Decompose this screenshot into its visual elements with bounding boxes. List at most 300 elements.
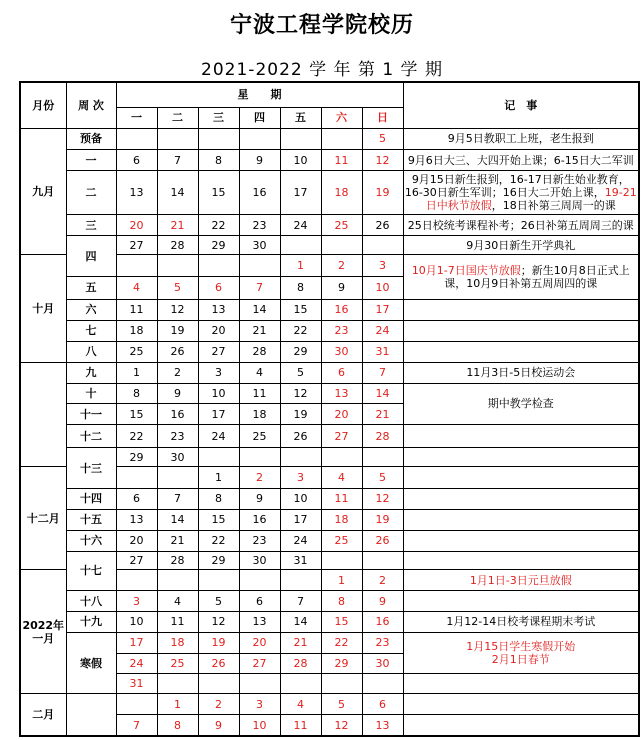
date-cell: 13 [321,383,362,404]
date-cell: 14 [362,383,403,404]
week-number: 五 [66,276,116,299]
date-cell [239,448,280,467]
date-cell: 24 [116,653,157,673]
month-label: 二月 [20,694,66,736]
note-cell [403,612,639,633]
week-number: 十八 [66,591,116,612]
week-number: 四 [66,236,116,277]
date-cell: 10 [280,489,321,510]
date-cell: 10 [362,276,403,299]
date-cell: 18 [321,171,362,215]
date-cell: 29 [280,341,321,362]
date-cell: 10 [116,612,157,633]
date-cell: 8 [280,276,321,299]
weekday-header: 日 [362,107,403,128]
note-text: 1月15日学生寒假开始 [466,639,576,653]
date-cell: 14 [239,300,280,321]
calendar-row [20,149,639,171]
date-cell [157,254,198,276]
date-cell: 5 [198,591,239,612]
school-calendar-table [19,81,640,737]
notes-column-header: 记 事 [403,82,639,128]
date-cell: 16 [362,612,403,633]
calendar-row [20,383,639,404]
date-cell: 30 [321,341,362,362]
note-cell [403,467,639,489]
date-cell: 31 [280,551,321,570]
date-cell [239,254,280,276]
note-cell [403,551,639,570]
note-cell [403,632,639,673]
date-cell [116,694,157,715]
week-number: 十五 [66,509,116,530]
semester-subtitle: 2021-2022 学 年 第 1 学 期 [201,60,443,80]
date-cell: 17 [362,300,403,321]
date-cell [362,236,403,255]
week-column-header: 周 次 [66,82,116,128]
date-cell: 4 [239,362,280,383]
calendar-row [20,300,639,321]
date-cell: 13 [198,300,239,321]
note-text: 25日校统考课程补考；26日补第五周周三的课 [407,218,634,232]
date-cell: 17 [280,509,321,530]
date-cell: 22 [198,215,239,236]
date-cell: 28 [362,425,403,448]
date-cell: 15 [198,171,239,215]
date-cell: 19 [280,404,321,425]
date-cell: 17 [198,404,239,425]
date-cell: 10 [198,383,239,404]
date-cell: 25 [321,530,362,551]
date-cell: 2 [239,467,280,489]
date-cell: 26 [198,653,239,673]
month-label-year: 2022年 [22,618,65,632]
date-cell [362,551,403,570]
date-cell: 14 [157,171,198,215]
month-column-header: 月份 [20,82,66,128]
date-cell: 4 [116,276,157,299]
date-cell: 14 [280,612,321,633]
week-number: 八 [66,341,116,362]
note-cell [403,236,639,255]
month-label: 九月 [20,128,66,254]
date-cell: 15 [116,404,157,425]
date-cell: 27 [239,653,280,673]
date-cell [280,673,321,694]
date-cell [157,673,198,694]
date-cell: 7 [239,276,280,299]
date-cell: 17 [280,171,321,215]
calendar-row [20,530,639,551]
date-cell: 15 [198,509,239,530]
week-number: 六 [66,300,116,321]
date-cell: 8 [198,149,239,171]
note-text: 1月12-14日校考课程期末考试 [446,615,596,629]
note-text: ；新生10月8日正式上课，10月9日补第五周周四的课 [444,264,630,290]
date-cell: 2 [362,570,403,591]
date-cell: 8 [116,383,157,404]
date-cell: 24 [198,425,239,448]
week-number: 十六 [66,530,116,551]
date-cell [239,128,280,149]
note-cell [403,254,639,299]
calendar-row [20,448,639,467]
date-cell: 29 [321,653,362,673]
date-cell: 18 [116,320,157,341]
month-label: 十月 [20,254,66,362]
note-text: ，18日补第三周周一的课 [491,199,616,213]
date-cell: 19 [198,632,239,653]
date-cell: 23 [239,530,280,551]
month-label [20,362,66,466]
date-cell: 18 [321,509,362,530]
date-cell: 16 [321,300,362,321]
calendar-row [20,694,639,715]
date-cell: 6 [362,694,403,715]
date-cell: 3 [362,254,403,276]
date-cell: 21 [157,530,198,551]
date-cell: 22 [116,425,157,448]
week-number: 七 [66,320,116,341]
date-cell: 30 [239,551,280,570]
note-text: 1月1日-3日元旦放假 [469,573,572,587]
date-cell [157,128,198,149]
weekday-header: 二 [157,107,198,128]
note-cell [403,489,639,510]
date-cell: 9 [321,276,362,299]
date-cell: 11 [239,383,280,404]
date-cell [280,236,321,255]
weekday-header: 五 [280,107,321,128]
date-cell: 15 [280,300,321,321]
note-text: 19-21日中秋节放假 [425,186,637,213]
date-cell [198,570,239,591]
date-cell [362,448,403,467]
note-text: 9月5日教职工上班，老生报到 [447,132,594,146]
month-label [20,570,66,694]
date-cell [321,448,362,467]
date-cell: 18 [157,632,198,653]
date-cell: 22 [280,320,321,341]
date-cell: 18 [239,404,280,425]
date-cell: 20 [321,404,362,425]
date-cell: 4 [280,694,321,715]
date-cell: 8 [321,591,362,612]
note-cell [403,448,639,467]
date-cell: 23 [362,632,403,653]
date-cell: 7 [116,715,157,736]
note-cell [403,530,639,551]
calendar-row [20,362,639,383]
calendar-row [20,551,639,570]
date-cell [116,570,157,591]
date-cell: 29 [198,551,239,570]
date-cell: 27 [198,341,239,362]
note-cell [403,362,639,383]
week-number: 九 [66,362,116,383]
date-cell: 11 [157,612,198,633]
date-cell [321,673,362,694]
week-number: 一 [66,149,116,171]
date-cell: 19 [362,509,403,530]
date-cell [239,673,280,694]
date-cell [198,254,239,276]
date-cell: 23 [239,215,280,236]
date-cell: 25 [116,341,157,362]
note-cell [403,341,639,362]
date-cell: 7 [280,591,321,612]
note-cell [403,128,639,149]
date-cell: 9 [198,715,239,736]
date-cell: 5 [280,362,321,383]
date-cell: 10 [239,715,280,736]
date-cell: 5 [362,128,403,149]
date-cell: 3 [239,694,280,715]
calendar-row [20,128,639,149]
week-number: 寒假 [66,632,116,694]
date-cell: 25 [157,653,198,673]
weekday-group-header: 星 期 [116,82,403,107]
date-cell: 24 [280,215,321,236]
date-cell [157,467,198,489]
calendar-row [20,612,639,633]
calendar-row [20,236,639,255]
date-cell: 12 [280,383,321,404]
date-cell: 28 [157,551,198,570]
note-cell [403,509,639,530]
date-cell: 9 [362,591,403,612]
date-cell: 29 [116,448,157,467]
week-number: 十二 [66,425,116,448]
date-cell: 11 [321,489,362,510]
week-number [66,694,116,736]
calendar-row [20,425,639,448]
week-number: 十九 [66,612,116,633]
weekday-header: 六 [321,107,362,128]
date-cell: 26 [362,215,403,236]
date-cell [321,551,362,570]
date-cell: 9 [239,149,280,171]
date-cell: 1 [157,694,198,715]
weekday-header: 四 [239,107,280,128]
date-cell: 16 [239,509,280,530]
date-cell [321,236,362,255]
calendar-row [20,632,639,653]
date-cell: 7 [157,489,198,510]
date-cell: 25 [321,215,362,236]
week-number: 预备 [66,128,116,149]
date-cell: 12 [362,149,403,171]
date-cell: 30 [362,653,403,673]
note-cell [403,215,639,236]
date-cell: 22 [198,530,239,551]
calendar-row [20,171,639,215]
date-cell: 4 [157,591,198,612]
date-cell: 8 [157,715,198,736]
date-cell: 9 [239,489,280,510]
date-cell: 21 [239,320,280,341]
date-cell: 7 [157,149,198,171]
date-cell: 20 [116,215,157,236]
date-cell: 7 [362,362,403,383]
date-cell [362,673,403,694]
date-cell: 19 [362,171,403,215]
note-cell [403,171,639,215]
note-cell [403,570,639,591]
date-cell: 2 [198,694,239,715]
date-cell: 1 [198,467,239,489]
note-cell [403,383,639,425]
date-cell: 20 [116,530,157,551]
date-cell [280,448,321,467]
note-text: 10月1-7日国庆节放假 [411,264,521,277]
note-cell [403,673,639,694]
date-cell: 12 [362,489,403,510]
calendar-row [20,341,639,362]
date-cell: 12 [198,612,239,633]
date-cell: 24 [280,530,321,551]
date-cell: 21 [280,632,321,653]
calendar-row [20,489,639,510]
date-cell: 6 [239,591,280,612]
date-cell: 11 [116,300,157,321]
note-text: 9月15日新生报到，16-17日新生始业教育，16-30日新生军训；16日大二开始上课， [404,173,630,200]
date-cell: 14 [157,509,198,530]
date-cell: 19 [157,320,198,341]
date-cell: 3 [198,362,239,383]
date-cell: 4 [321,467,362,489]
date-cell: 5 [321,694,362,715]
date-cell: 20 [239,632,280,653]
note-cell [403,591,639,612]
note-text: 11月3日-5日校运动会 [466,366,576,380]
date-cell: 31 [116,673,157,694]
date-cell: 12 [321,715,362,736]
note-cell [403,300,639,321]
date-cell: 6 [116,149,157,171]
date-cell: 30 [157,448,198,467]
date-cell: 27 [321,425,362,448]
date-cell: 28 [239,341,280,362]
date-cell: 11 [280,715,321,736]
calendar-row [20,320,639,341]
date-cell: 10 [280,149,321,171]
week-number: 二 [66,171,116,215]
note-text: 期中教学检查 [487,397,554,411]
date-cell: 2 [157,362,198,383]
date-cell [198,448,239,467]
date-cell [198,128,239,149]
weekday-header: 一 [116,107,157,128]
month-label: 十二月 [20,467,66,570]
date-cell: 26 [362,530,403,551]
note-cell [403,694,639,715]
calendar-row [20,509,639,530]
date-cell: 5 [362,467,403,489]
note-text: 9月6日大三、大四开始上课；6-15日大二军训 [407,153,634,167]
date-cell: 27 [116,551,157,570]
calendar-row [20,591,639,612]
date-cell: 11 [321,149,362,171]
date-cell: 24 [362,320,403,341]
date-cell: 1 [280,254,321,276]
week-number: 三 [66,215,116,236]
date-cell: 16 [239,171,280,215]
date-cell: 23 [321,320,362,341]
date-cell: 30 [239,236,280,255]
page-title: 宁波工程学院校历 [229,13,414,38]
date-cell: 28 [280,653,321,673]
date-cell: 21 [157,215,198,236]
date-cell: 8 [198,489,239,510]
date-cell: 26 [280,425,321,448]
date-cell: 2 [321,254,362,276]
date-cell: 25 [239,425,280,448]
date-cell: 3 [280,467,321,489]
date-cell [116,128,157,149]
date-cell [116,467,157,489]
date-cell: 22 [321,632,362,653]
weekday-header: 三 [198,107,239,128]
date-cell: 31 [362,341,403,362]
date-cell [239,570,280,591]
date-cell: 6 [321,362,362,383]
date-cell: 13 [362,715,403,736]
date-cell: 26 [157,341,198,362]
date-cell [321,128,362,149]
date-cell [157,570,198,591]
date-cell: 5 [157,276,198,299]
date-cell: 23 [157,425,198,448]
date-cell [280,128,321,149]
note-text: 9月30日新生开学典礼 [466,238,576,252]
week-number: 十一 [66,404,116,425]
date-cell [198,673,239,694]
date-cell: 16 [157,404,198,425]
date-cell: 13 [116,171,157,215]
week-number: 十七 [66,551,116,591]
date-cell: 12 [157,300,198,321]
date-cell: 13 [239,612,280,633]
week-number: 十四 [66,489,116,510]
date-cell: 13 [116,509,157,530]
week-number: 十三 [66,448,116,489]
date-cell: 29 [198,236,239,255]
note-cell [403,149,639,171]
date-cell: 21 [362,404,403,425]
note-cell [403,425,639,448]
date-cell: 9 [157,383,198,404]
date-cell: 6 [116,489,157,510]
date-cell [116,254,157,276]
date-cell [280,570,321,591]
calendar-row [20,215,639,236]
date-cell: 28 [157,236,198,255]
date-cell: 3 [116,591,157,612]
date-cell: 1 [321,570,362,591]
note-text: 2月1日春节 [491,652,550,666]
date-cell: 6 [198,276,239,299]
month-label-month: 一月 [32,631,55,645]
date-cell: 15 [321,612,362,633]
date-cell: 17 [116,632,157,653]
date-cell: 27 [116,236,157,255]
date-cell: 1 [116,362,157,383]
note-cell [403,320,639,341]
week-number: 十 [66,383,116,404]
note-cell [403,715,639,736]
date-cell: 20 [198,320,239,341]
